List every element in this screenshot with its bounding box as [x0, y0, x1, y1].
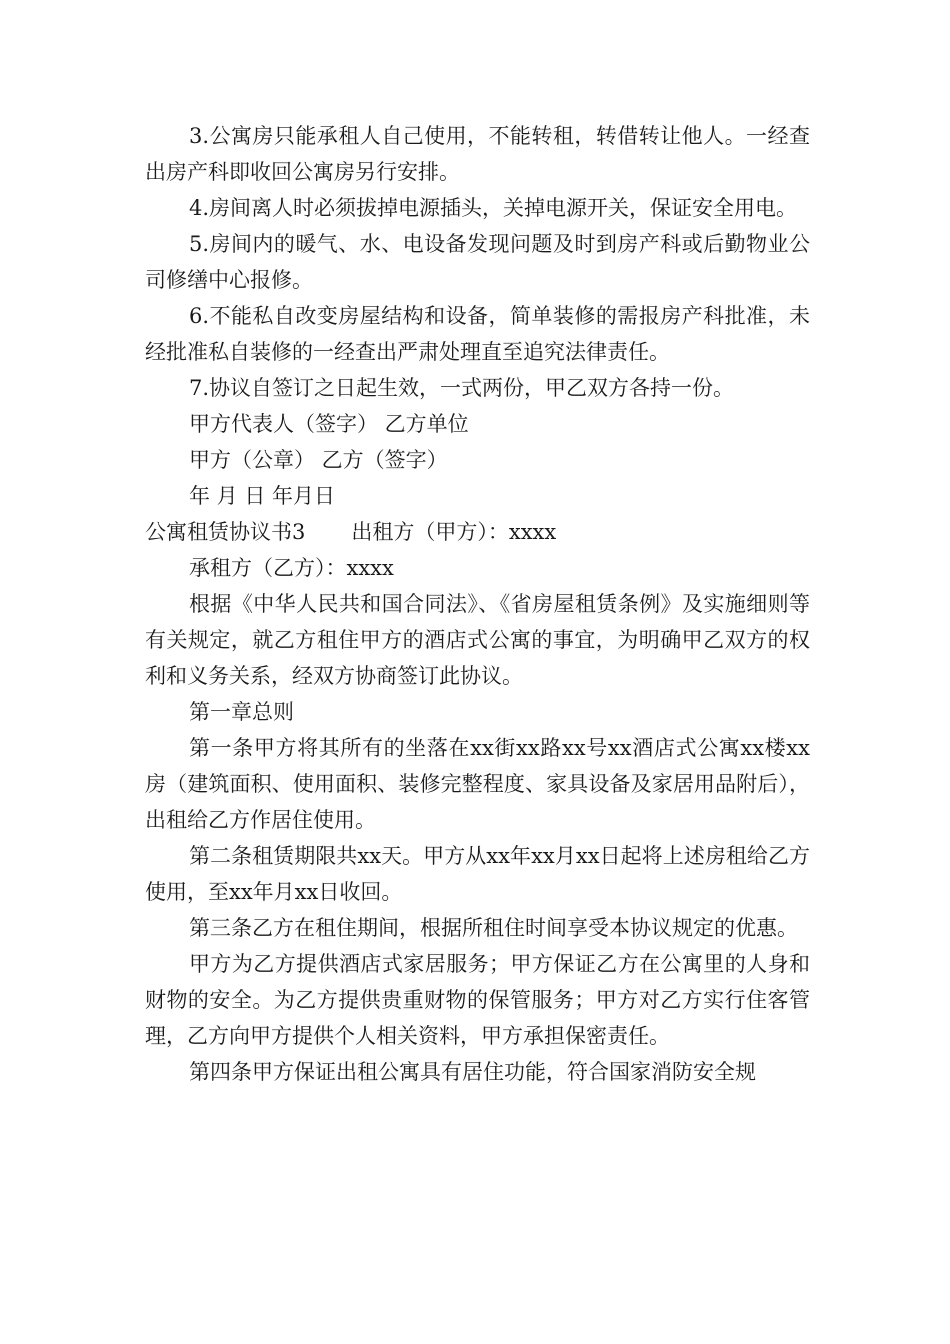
- intro-paragraph: 根据《中华人民共和国合同法》、《省房屋租赁条例》及实施细则等有关规定，就乙方租住甲方的酒店式公寓的事宜，为明确甲乙双方的权利和义务关系，经双方协商签订此协议。: [145, 592, 810, 688]
- section-title-line: [145, 514, 810, 550]
- article-2: 第二条租赁期限共xx天。甲方从xx年xx月xx日起将上述房租给乙方使用，至xx年月xx日收回。: [145, 844, 810, 904]
- clause-6: 6.不能私自改变房屋结构和设备，简单装修的需报房产科批准，未经批准私自装修的一经查出严肃处理直至追究法律责任。: [145, 304, 810, 364]
- clause-5: 5.房间内的暖气、水、电设备发现问题及时到房产科或后勤物业公司修缮中心报修。: [145, 232, 810, 292]
- article-4: 第四条甲方保证出租公寓具有居住功能，符合国家消防安全规: [189, 1060, 756, 1084]
- article-1: 第一条甲方将其所有的坐落在xx街xx路xx号xx酒店式公寓xx楼xx房（建筑面积、使用面积、装修完整程度、家具设备及家居用品附后），出租给乙方作居住使用。: [145, 736, 810, 832]
- lessee-line: 承租方（乙方）：xxxx: [189, 556, 394, 580]
- chapter-heading: 第一章总则: [189, 700, 294, 724]
- section-title: 公寓租赁协议书3: [145, 520, 306, 544]
- clause-7: 7.协议自签订之日起生效，一式两份，甲乙双方各持一份。: [189, 376, 735, 400]
- signature-line-2: 甲方（公章） 乙方（签字）: [189, 448, 448, 472]
- signature-line-1: 甲方代表人（签字） 乙方单位: [189, 412, 469, 436]
- article-3-detail: 甲方为乙方提供酒店式家居服务；甲方保证乙方在公寓里的人身和财物的安全。为乙方提供贵重财物的保管服务；甲方对乙方实行住客管理，乙方向甲方提供个人相关资料，甲方承担保密责任。: [145, 952, 810, 1048]
- lessor-line: 出租方（甲方）：xxxx: [351, 520, 557, 544]
- document-body: [145, 118, 810, 1090]
- clause-4: 4.房间离人时必须拔掉电源插头，关掉电源开关，保证安全用电。: [189, 196, 798, 220]
- date-line: 年 月 日 年月日: [189, 484, 336, 508]
- clause-3: 3.公寓房只能承租人自己使用，不能转租，转借转让他人。一经查出房产科即收回公寓房另行安排。: [145, 124, 810, 184]
- article-3: 第三条乙方在租住期间，根据所租住时间享受本协议规定的优惠。: [189, 916, 798, 940]
